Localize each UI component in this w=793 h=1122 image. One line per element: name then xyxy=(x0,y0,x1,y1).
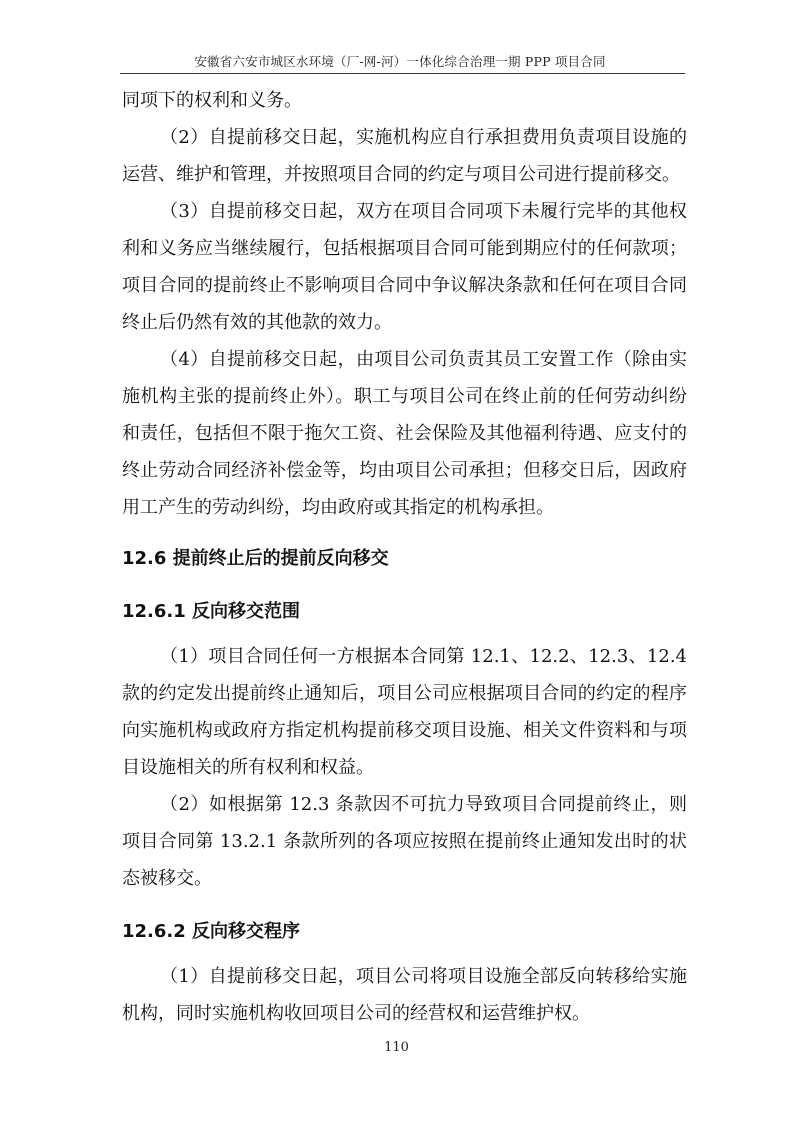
document-body xyxy=(122,82,687,1032)
paragraph-continuation: 同项下的权利和义务。 xyxy=(122,90,302,111)
section-heading-12-6: 12.6 提前终止后的提前反向移交 xyxy=(122,548,389,569)
paragraph-scope-2: （2）如根据第 12.3 条款因不可抗力导致项目合同提前终止，则项目合同第 13.2.1 条款所列的各项应按照在提前终止通知发出时的状态被移交。 xyxy=(122,794,687,889)
paragraph-scope-1: （1）项目合同任何一方根据本合同第 12.1、12.2、12.3、12.4 款的约定发出提前终止通知后，项目公司应根据项目合同的约定的程序向实施机构或政府方指定机构提前移交项目设施、相关文件资料和与项目设施相关的所有权利和权益。 xyxy=(122,646,687,778)
section-heading-12-6-1: 12.6.1 反向移交范围 xyxy=(122,601,301,622)
paragraph-item-4: （4）自提前移交日起，由项目公司负责其员工安置工作（除由实施机构主张的提前终止外）。职工与项目公司在终止前的任何劳动纠纷和责任，包括但不限于拖欠工资、社会保险及其他福利待遇、应支付的终止劳动合同经济补偿金等，均由项目公司承担；但移交日后，因政府用工产生的劳动纠纷，均由政府或其指定的机构承担。 xyxy=(122,349,687,518)
running-header: 安徽省六安市城区水环境（厂-网-河）一体化综合治理一期 PPP 项目合同 xyxy=(194,54,606,69)
paragraph-item-2: （2）自提前移交日起，实施机构应自行承担费用负责项目设施的运营、维护和管理，并按照项目合同的约定与项目公司进行提前移交。 xyxy=(122,127,687,185)
section-heading-12-6-2: 12.6.2 反向移交程序 xyxy=(122,921,301,942)
paragraph-item-3: （3）自提前移交日起，双方在项目合同项下未履行完毕的其他权利和义务应当继续履行，包括根据项目合同可能到期应付的任何款项；项目合同的提前终止不影响项目合同中争议解决条款和任何在项目合同终止后仍然有效的其他款的效力。 xyxy=(122,201,687,333)
paragraph-procedure-1: （1）自提前移交日起，项目公司将项目设施全部反向转移给实施机构，同时实施机构收回项目公司的经营权和运营维护权。 xyxy=(122,966,687,1024)
page-number: 110 xyxy=(384,1040,409,1055)
header-divider xyxy=(120,73,685,74)
